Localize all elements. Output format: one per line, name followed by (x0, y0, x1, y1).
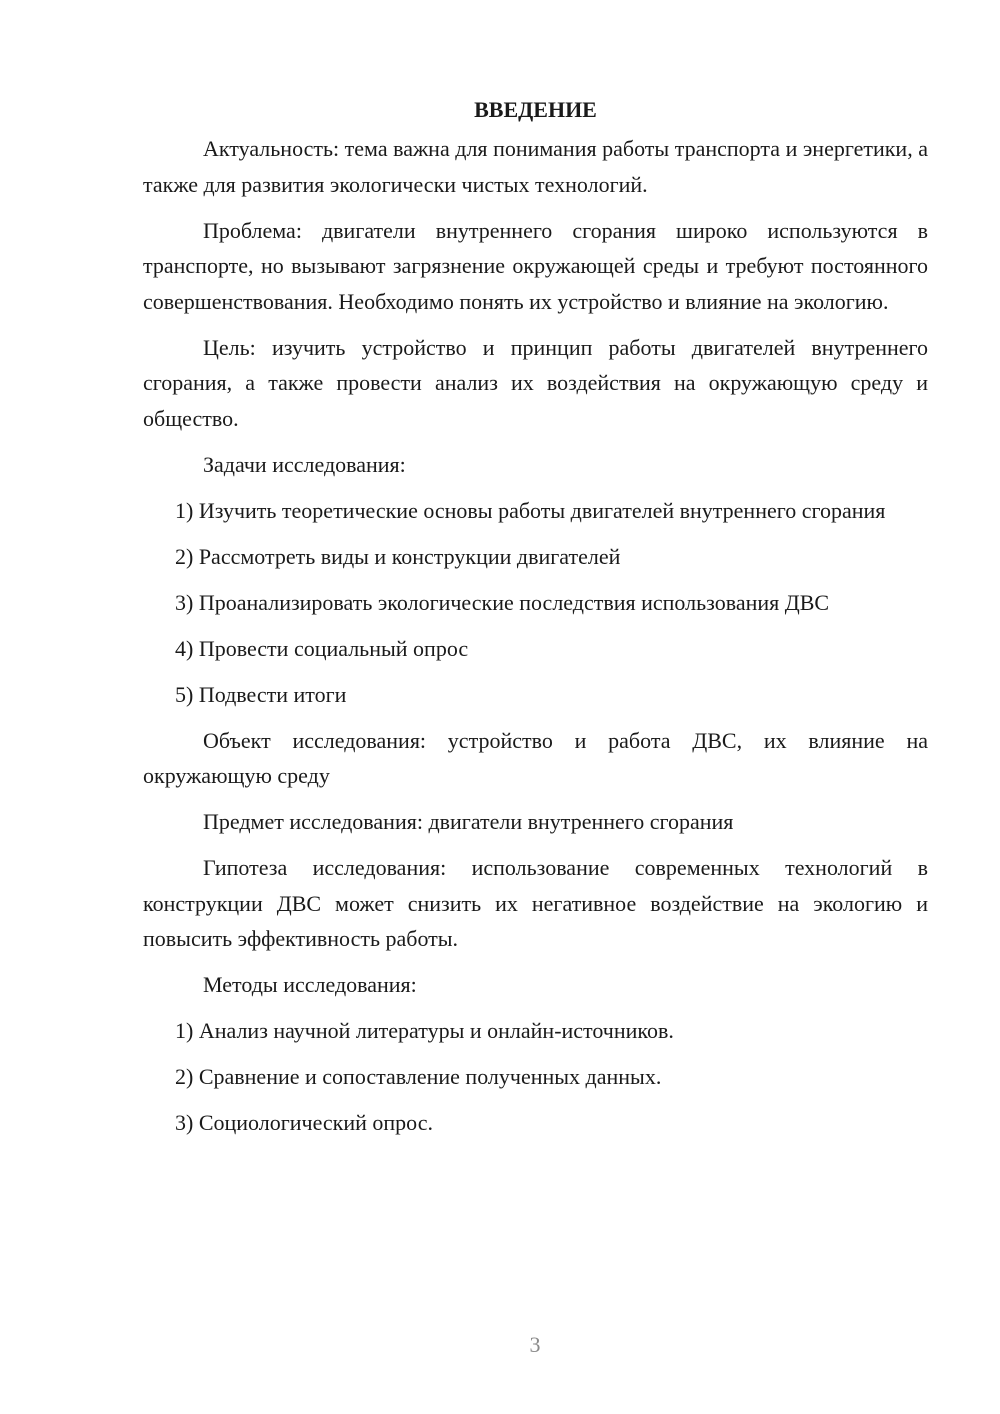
page-number: 3 (529, 1332, 541, 1357)
page-title: ВВЕДЕНИЕ (474, 97, 597, 122)
list-item: 2) Рассмотреть виды и конструкции двигателей (175, 543, 621, 569)
paragraph-tasks-heading: Задачи исследования: (203, 451, 406, 477)
paragraph-problem: Проблема: двигатели внутреннего сгорания широко используются в транспорте, но вызывают загрязнение окружающей среды и требуют постоянного совершенствования. Необходимо понять их устройство и влияние на экологию. (143, 217, 928, 314)
list-item: 2) Сравнение и сопоставление полученных данных. (175, 1064, 662, 1089)
paragraph-goal: Цель: изучить устройство и принцип работы двигателей внутреннего сгорания, а также провести анализ их воздействия на окружающую среду и общество. (143, 334, 928, 431)
document-page (143, 92, 928, 1151)
paragraph-hypothesis: Гипотеза исследования: использование современных технологий в конструкции ДВС может снизить их негативное воздействие на экологию и повысить эффективность работы. (143, 855, 928, 951)
paragraph-subject: Предмет исследования: двигатели внутреннего сгорания (203, 809, 734, 834)
list-item: 1) Изучить теоретические основы работы двигателей внутреннего сгорания (175, 497, 886, 523)
paragraph-object: Объект исследования: устройство и работа ДВС, их влияние на окружающую среду (143, 727, 928, 788)
paragraph-relevance: Актуальность: тема важна для понимания работы транспорта и энергетики, а также для развития экологически чистых технологий. (143, 136, 928, 197)
list-item: 3) Социологический опрос. (175, 1110, 433, 1135)
list-item: 3) Проанализировать экологические последствия использования ДВС (175, 589, 830, 615)
list-item: 4) Провести социальный опрос (175, 635, 469, 661)
paragraph-methods-heading: Методы исследования: (203, 972, 417, 997)
list-item: 5) Подвести итоги (175, 681, 347, 707)
list-item: 1) Анализ научной литературы и онлайн-источников. (175, 1018, 674, 1043)
